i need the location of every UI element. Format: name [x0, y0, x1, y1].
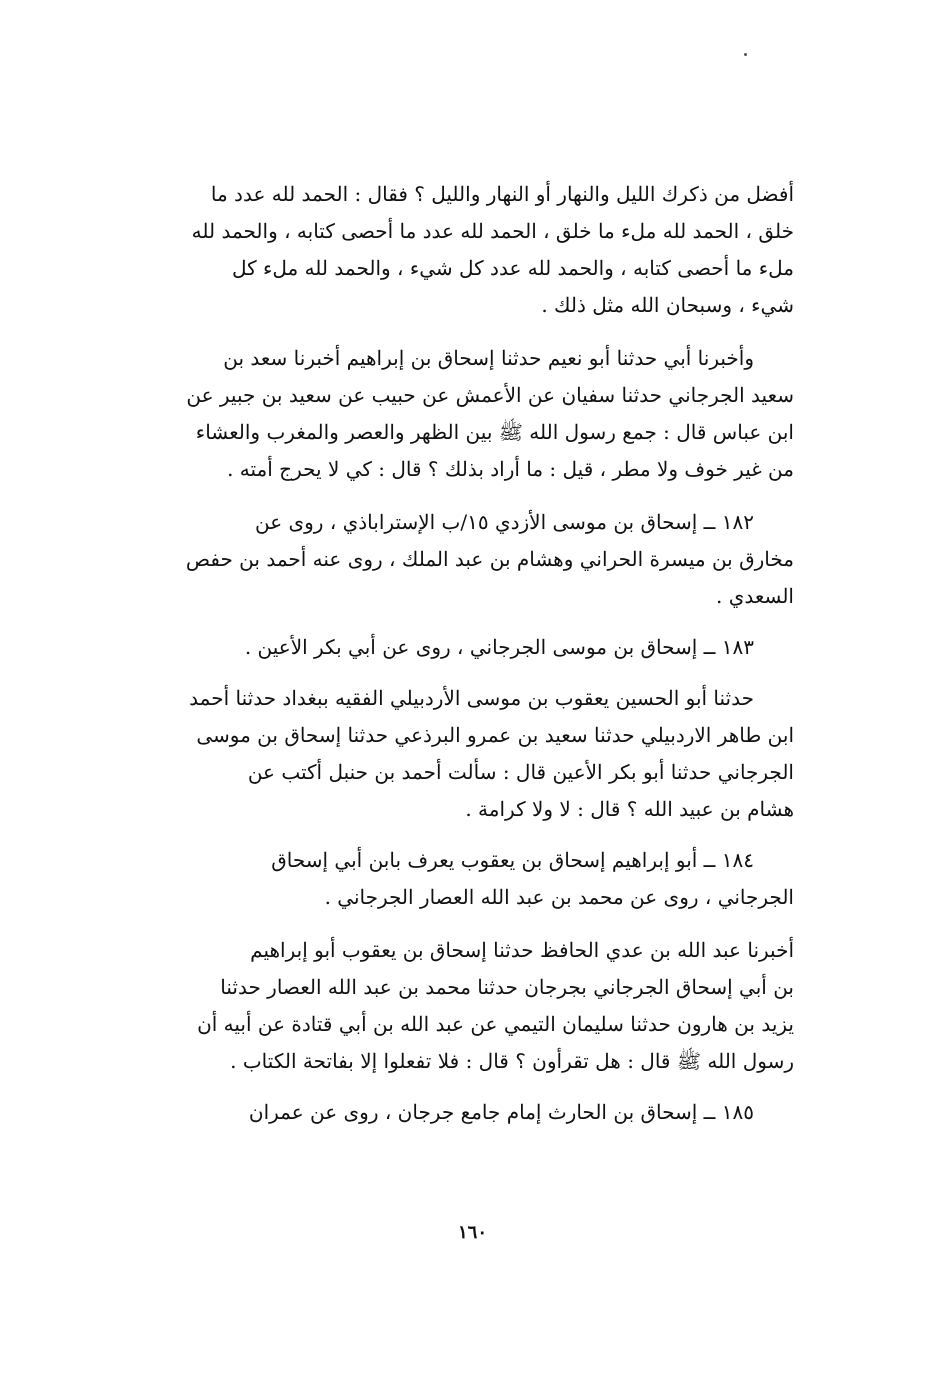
- text-line: سعيد الجرجاني حدثنا سفيان عن الأعمش عن حبيب عن سعيد بن جبير عن: [186, 383, 794, 407]
- page-text: [140, 176, 794, 1131]
- paragraph-hadith-al-ardabili: [140, 680, 794, 828]
- paragraph-hadith-praise: [140, 176, 794, 324]
- text-line: رسول الله ﷺ قال : هل تقرأون ؟ قال : فلا تفعلوا إلا بفاتحة الكتاب .: [230, 1049, 794, 1073]
- entry-184: [140, 842, 794, 916]
- text-line: وأخبرنا أبي حدثنا أبو نعيم حدثنا إسحاق بن إبراهيم أخبرنا سعد بن: [223, 346, 754, 370]
- text-line: من غير خوف ولا مطر ، قيل : ما أراد بذلك ؟ قال : كي لا يحرج أمته .: [227, 457, 794, 481]
- text-line: ابن عباس قال : جمع رسول الله ﷺ بين الظهر والعصر والمغرب والعشاء: [195, 420, 794, 444]
- entry-heading-line: ١٨٥ ــ إسحاق بن الحارث إمام جامع جرجان ، روى عن عمران: [248, 1100, 754, 1124]
- text-line: بن أبي إسحاق الجرجاني بجرجان حدثنا محمد بن عبد الله العصار حدثنا: [220, 975, 794, 999]
- entry-183: [140, 629, 794, 666]
- entry-heading-line: ١٨٣ ــ إسحاق بن موسى الجرجاني ، روى عن أبي بكر الأعين .: [244, 635, 754, 659]
- text-line: شيء ، وسبحان الله مثل ذلك .: [541, 293, 794, 317]
- entry-182: [140, 504, 794, 615]
- text-line: حدثنا أبو الحسين يعقوب بن موسى الأردبيلي الفقيه ببغداد حدثنا أحمد: [189, 686, 754, 710]
- paragraph-hadith-ibn-abbas: [140, 340, 794, 488]
- entry-heading-line: ١٨٢ ــ إسحاق بن موسى الأزدي ١٥/ب الإستراباذي ، روى عن: [254, 510, 754, 534]
- text-line: أفضل من ذكرك الليل والنهار أو النهار والليل ؟ فقال : الحمد لله عدد ما: [210, 182, 794, 206]
- text-line: الجرجاني حدثنا أبو بكر الأعين قال : سألت أحمد بن حنبل أكتب عن: [247, 760, 794, 784]
- entry-185: [140, 1094, 794, 1131]
- text-line: ملء ما أحصى كتابه ، والحمد لله عدد كل شيء ، والحمد لله ملء كل: [231, 256, 794, 280]
- entry-heading-line: ١٨٤ ــ أبو إبراهيم إسحاق بن يعقوب يعرف بابن أبي إسحاق: [271, 848, 754, 872]
- text-line: ابن طاهر الاردبيلي حدثنا سعيد بن عمرو البرذعي حدثنا إسحاق بن موسى: [196, 723, 794, 747]
- text-line: الجرجاني ، روى عن محمد بن عبد الله العصار الجرجاني .: [324, 885, 794, 909]
- text-line: السعدي .: [715, 584, 794, 608]
- paragraph-hadith-ibn-adi: [140, 932, 794, 1080]
- page-number: ١٦٠: [457, 1222, 487, 1243]
- text-line: أخبرنا عبد الله بن عدي الحافظ حدثنا إسحاق بن يعقوب أبو إبراهيم: [250, 938, 794, 962]
- text-line: يزيد بن هارون حدثنا سليمان التيمي عن عبد الله بن أبي قتادة عن أبيه أن: [197, 1012, 794, 1036]
- text-line: خلق ، الحمد لله ملء ما خلق ، الحمد لله عدد ما أحصى كتابه ، والحمد لله: [191, 219, 794, 243]
- scan-speck: [744, 53, 747, 56]
- text-line: هشام بن عبيد الله ؟ قال : لا ولا كرامة .: [465, 797, 794, 821]
- text-line: مخارق بن ميسرة الحراني وهشام بن عبد الملك ، روى عنه أحمد بن حفص: [185, 547, 794, 571]
